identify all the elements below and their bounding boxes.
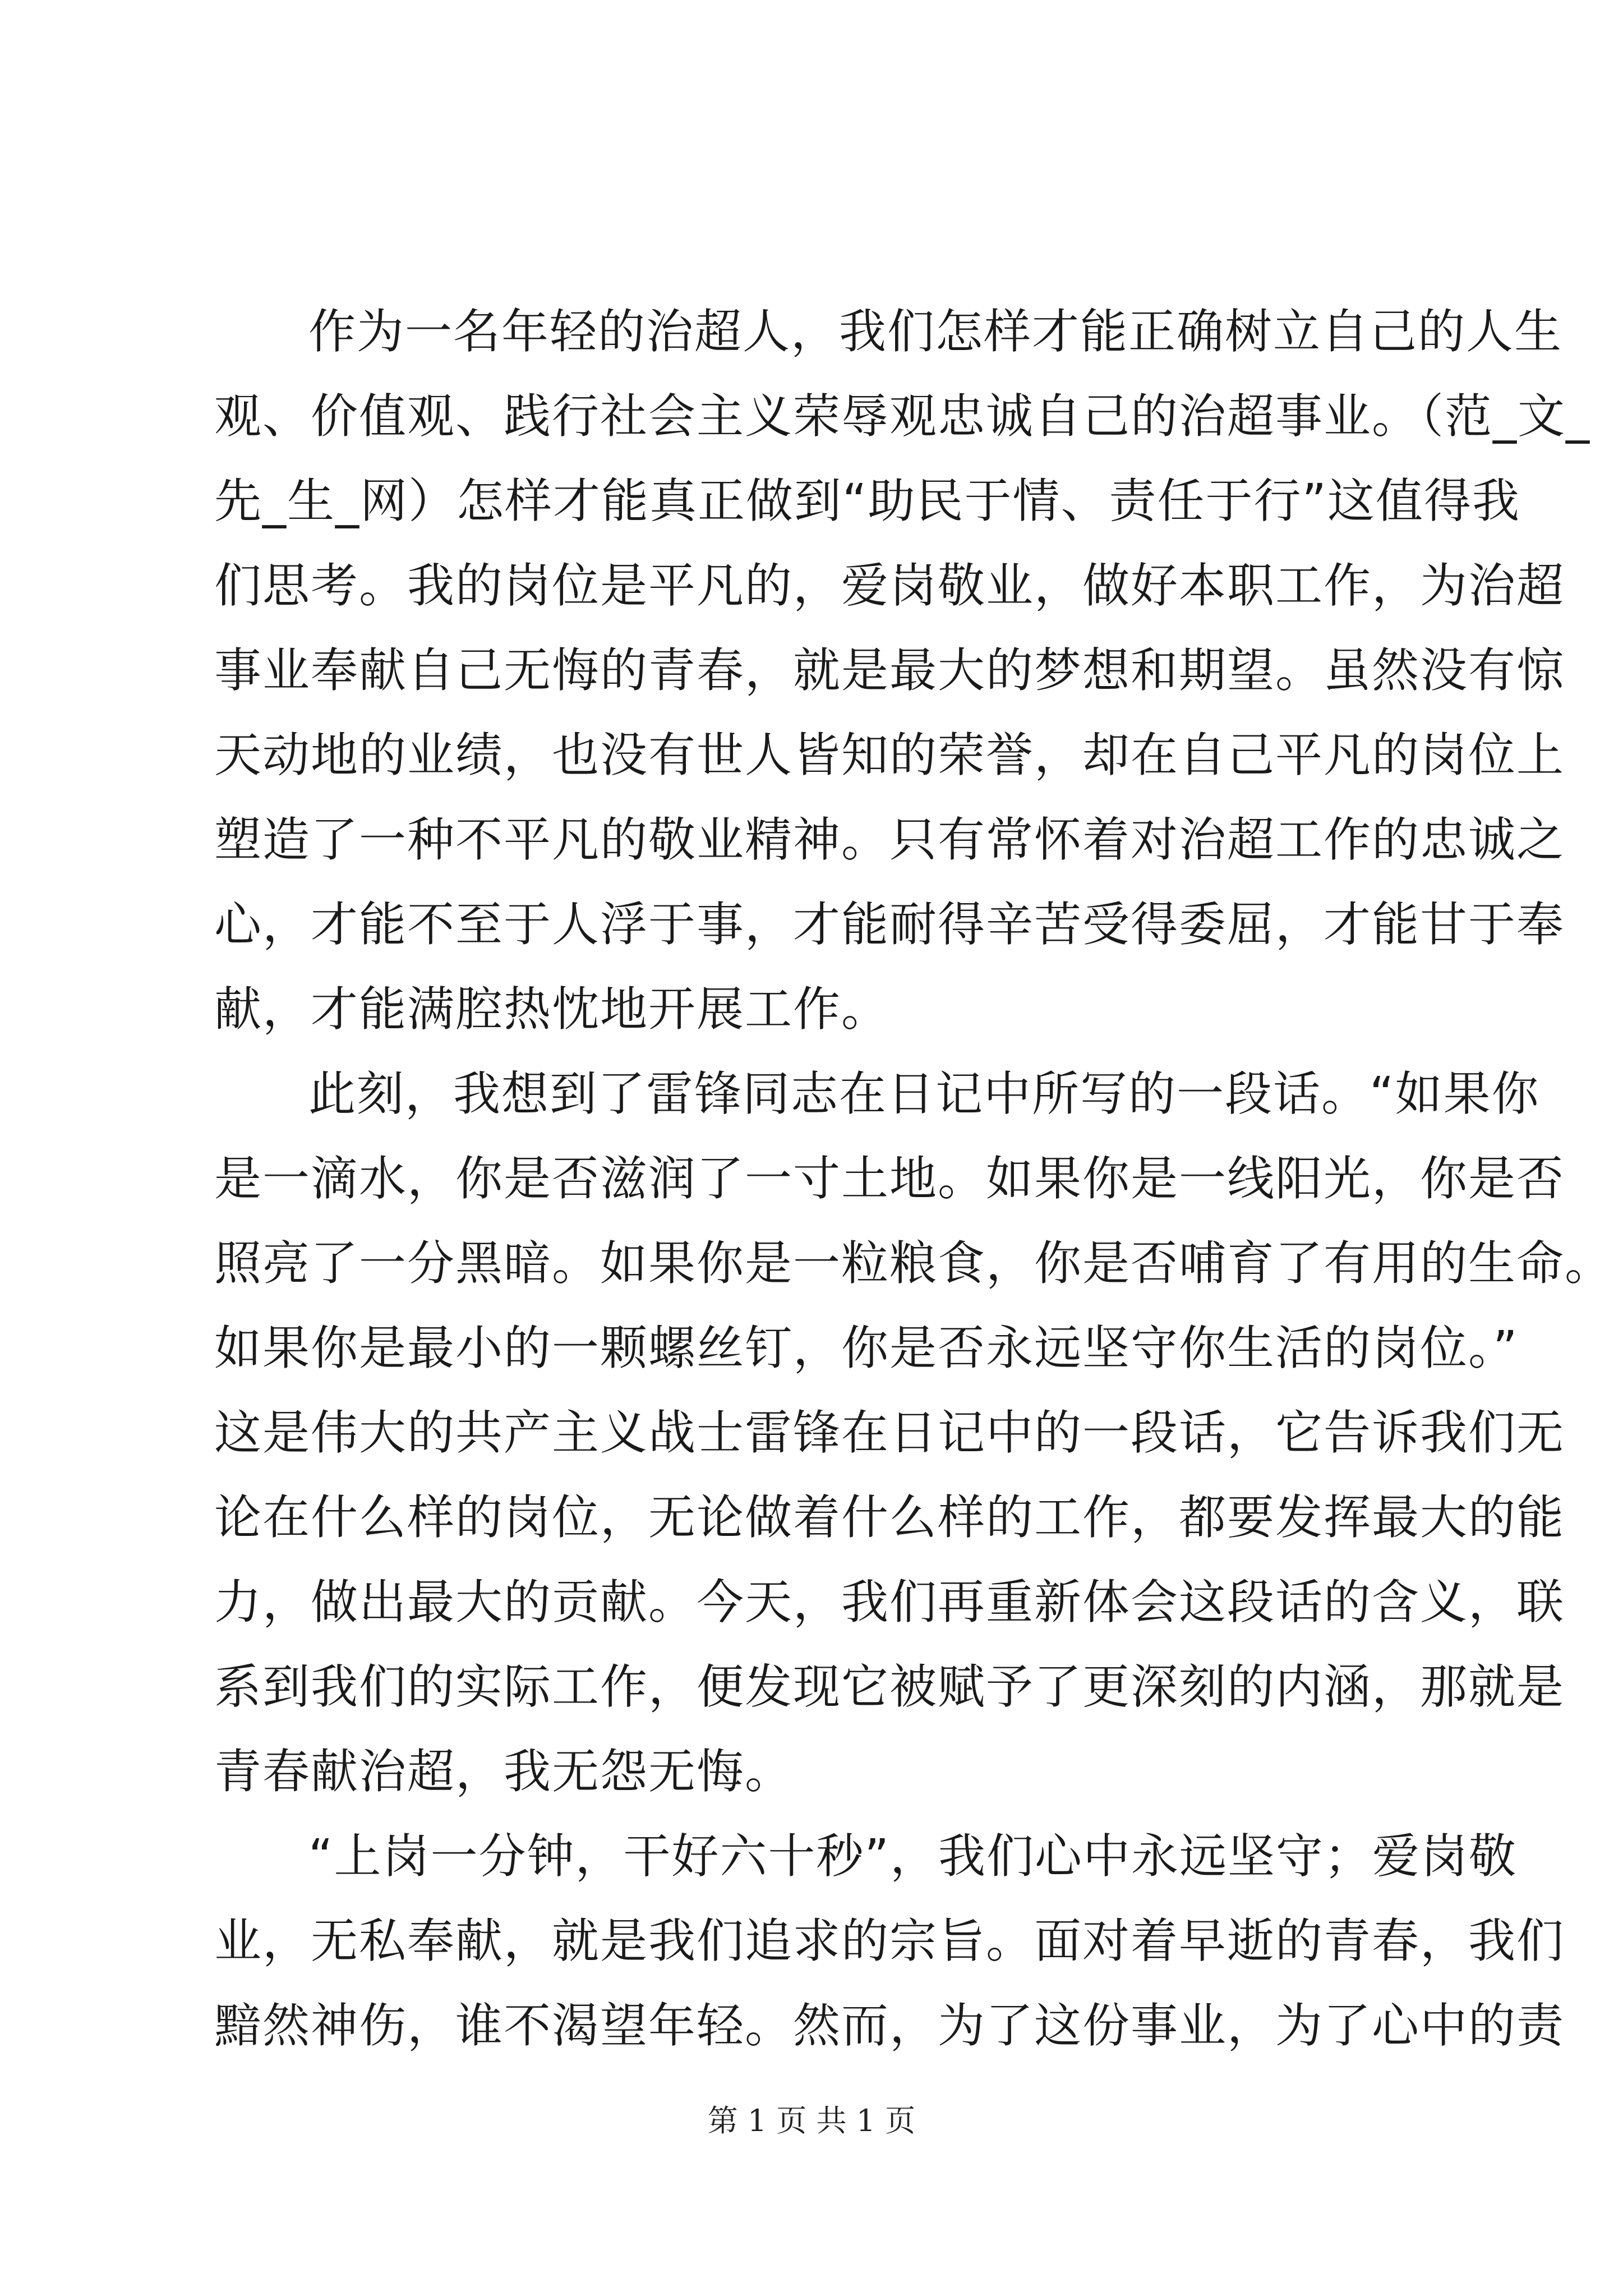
line-text: 献，才能满腔热忱地开展工作。 [214, 981, 890, 1037]
page-number-footer: 第 1 页 共 1 页 [707, 2103, 916, 2138]
text-line [214, 967, 1437, 1051]
line-text: 观、价值观、践行社会主义荣辱观忠诚自己的治超事业。（范_文_ [214, 388, 1591, 444]
line-text: “上岗一分钟，干好六十秒”，我们心中永远坚守；爱岗敬 [308, 1828, 1518, 1884]
text-line [214, 1390, 1565, 1475]
text-line [214, 882, 1565, 967]
text-line [214, 1221, 1613, 1305]
text-line [214, 543, 1565, 628]
text-line [214, 458, 1521, 543]
text-line [214, 1729, 1437, 1814]
line-text: 黯然神伤，谁不渴望年轻。然而，为了这份事业，为了心中的责 [214, 1998, 1565, 2053]
line-text: 作为一名年轻的治超人，我们怎样才能正确树立自己的人生 [308, 303, 1563, 359]
text-line [214, 1475, 1565, 1559]
text-line [214, 374, 1591, 458]
line-text: 先_生_网）怎样才能真正做到“助民于情、责任于行”这值得我 [214, 473, 1521, 528]
text-line [214, 797, 1565, 882]
line-text: 们思考。我的岗位是平凡的，爱岗敬业，做好本职工作，为治超 [214, 558, 1565, 613]
line-text: 塑造了一种不平凡的敬业精神。只有常怀着对治超工作的忠诚之 [214, 812, 1565, 867]
text-line [214, 1983, 1565, 2068]
line-text: 业，无私奉献，就是我们追求的宗旨。面对着早逝的青春，我们 [214, 1913, 1565, 1968]
line-text: 天动地的业绩，也没有世人皆知的荣誉，却在自己平凡的岗位上 [214, 727, 1565, 783]
line-text: 青春献治超，我无怨无悔。 [214, 1743, 794, 1799]
line-text: 是一滴水，你是否滋润了一寸土地。如果你是一线阳光，你是否 [214, 1151, 1565, 1206]
text-line [214, 1814, 1518, 1898]
text-line [214, 289, 1563, 374]
text-line [214, 1305, 1519, 1390]
text-line [214, 1559, 1565, 1644]
line-text: 照亮了一分黑暗。如果你是一粒粮食，你是否哺育了有用的生命。 [214, 1235, 1613, 1291]
text-line [214, 1051, 1540, 1136]
line-text: 论在什么样的岗位，无论做着什么样的工作，都要发挥最大的能 [214, 1489, 1565, 1545]
line-text: 心，才能不至于人浮于事，才能耐得辛苦受得委屈，才能甘于奉 [214, 896, 1565, 952]
text-line [214, 628, 1565, 712]
document-body [214, 289, 1613, 2068]
text-line [214, 1136, 1565, 1221]
line-text: 系到我们的实际工作，便发现它被赋予了更深刻的内涵，那就是 [214, 1659, 1565, 1714]
text-line [214, 712, 1565, 797]
line-text: 事业奉献自己无悔的青春，就是最大的梦想和期望。虽然没有惊 [214, 642, 1565, 698]
line-text: 此刻，我想到了雷锋同志在日记中所写的一段话。“如果你 [308, 1066, 1540, 1121]
line-text: 如果你是最小的一颗螺丝钉，你是否永远坚守你生活的岗位。” [214, 1320, 1519, 1375]
text-line [214, 1898, 1565, 1983]
text-line [214, 1644, 1565, 1729]
line-text: 力，做出最大的贡献。今天，我们再重新体会这段话的含义，联 [214, 1574, 1565, 1630]
line-text: 这是伟大的共产主义战士雷锋在日记中的一段话，它告诉我们无 [214, 1405, 1565, 1460]
